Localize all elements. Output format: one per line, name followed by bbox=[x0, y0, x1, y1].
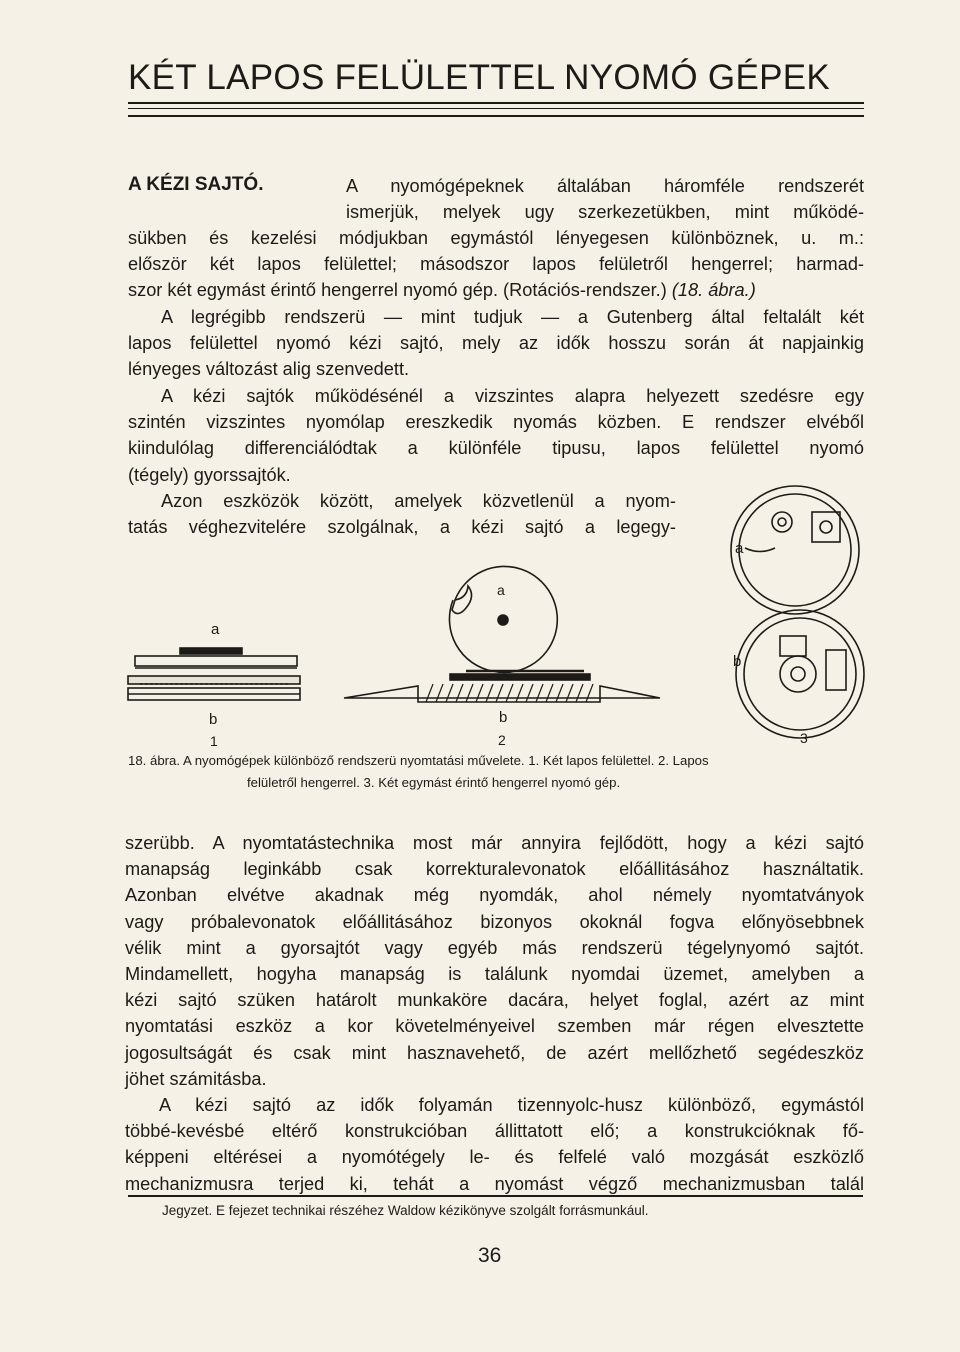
fig2-label-b: b bbox=[499, 709, 508, 726]
footnote: Jegyzet. E fejezet technikai részéhez Waldow kézikönyve szolgált forrásmunkául. bbox=[162, 1203, 649, 1218]
fig2-label-a: a bbox=[497, 582, 505, 598]
text-line: (tégely) gyorssajtók. bbox=[128, 464, 291, 485]
text-line: először két lapos felülettel; másodszor lapos felületről hengerrel; harmad- bbox=[128, 254, 864, 275]
text-line: sükben és kezelési módjukban egymástól lényegesen különböznek, u. m.: bbox=[128, 228, 864, 248]
text-line: Azon eszközök között, amelyek közvetlenül a nyom- bbox=[161, 491, 676, 511]
text-line: többé-kevésbé eltérő konstrukcióban állittatott elő; a konstrukcióknak fő- bbox=[125, 1121, 864, 1142]
paragraph-6 bbox=[125, 1092, 864, 1197]
running-title: KÉT LAPOS FELÜLETTEL NYOMÓ GÉPEK bbox=[128, 58, 831, 97]
text-span: szor két egymást érintő hengerrel nyomó gép. (Rotációs-rendszer.) bbox=[128, 280, 672, 301]
fig3-number: 3 bbox=[800, 730, 808, 746]
text-line: jöhet számitásba. bbox=[125, 1068, 267, 1089]
text-line: A nyomógépeknek általában háromféle rendszerét bbox=[346, 176, 864, 196]
text-line: szerübb. A nyomtatástechnika most már annyira fejlődött, hogy a kézi sajtó bbox=[125, 833, 864, 853]
figure-caption-line-2: felületről hengerrel. 3. Két egymást érintő hengerrel nyomó gép. bbox=[247, 775, 621, 790]
paragraph-5 bbox=[125, 830, 864, 1092]
fig1-label-a: a bbox=[211, 621, 220, 638]
text-line: szintén vizszintes nyomólap ereszkedik nyomás közben. E rendszer elvéből bbox=[128, 412, 864, 433]
text-line: manapság leginkább csak korrekturalevonatok előállitásához használtatik. bbox=[125, 859, 864, 880]
text-line: A kézi sajtó az idők folyamán tizennyolc-husz különböző, egymástól bbox=[159, 1095, 864, 1115]
fig3-label-b: b bbox=[733, 653, 742, 670]
text-line: vagy próbalevonatok előállitásához bizonyos okoknál fogva előnyösebbnek bbox=[125, 911, 864, 932]
text-line: ismerjük, melyek ugy szerkezetükben, mint működé- bbox=[346, 202, 864, 223]
figure-1-flat-press bbox=[128, 648, 300, 700]
fig1-label-b: b bbox=[209, 711, 218, 728]
text-line: jogosultságát és csak mint hasznavehető, de azért mellőzhető segédeszköz bbox=[125, 1042, 864, 1063]
fig2-number: 2 bbox=[498, 732, 506, 748]
text-line: kézi sajtó szüken határolt munkaköre dacára, helyet foglal, azért az mint bbox=[125, 990, 864, 1011]
text-line: lényeges változást alig szenvedett. bbox=[128, 359, 410, 380]
page-number: 36 bbox=[478, 1244, 502, 1267]
text-line: kiindulólag differenciálódtak a különféle tipusu, lapos felülettel nyomó bbox=[128, 438, 864, 459]
text-line: lapos felülettel nyomó kézi sajtó, mely az idők hosszu során át napjainkig bbox=[128, 333, 864, 354]
fig1-number: 1 bbox=[210, 733, 218, 749]
figure-3-rotary-press bbox=[731, 486, 864, 738]
footnote-rule bbox=[128, 1195, 863, 1197]
figure-reference: (18. ábra.) bbox=[671, 280, 756, 301]
figure-caption-line-1: 18. ábra. A nyomógépek különböző rendszerü nyomtatási művelete. 1. Két lapos felülettel. 2. Lapos bbox=[128, 753, 709, 768]
text-line: tatás véghezvitelére szolgálnak, a kézi sajtó a legegy- bbox=[128, 517, 676, 538]
text-line: vélik mint a gyorsajtót vagy egyéb más rendszerü tégelynyomó sajtót. bbox=[125, 937, 864, 958]
text-line: képpeni eltérései a nyomótégely le- és felfelé való mozgását eszközlő bbox=[125, 1147, 864, 1168]
text-line: nyomtatási eszköz a kor követelményeivel szemben már régen elvesztette bbox=[125, 1016, 864, 1037]
text-line: A legrégibb rendszerü — mint tudjuk — a Gutenberg által feltalált két bbox=[161, 307, 864, 327]
text-line: A kézi sajtók működésénél a vizszintes alapra helyezett szedésre egy bbox=[161, 386, 864, 406]
fig3-label-a: a bbox=[735, 540, 744, 557]
text-line: Azonban elvétve akadnak még nyomdák, ahol némely nyomtatványok bbox=[125, 885, 864, 906]
section-heading: A KÉZI SAJTÓ. bbox=[128, 174, 264, 195]
text-line: Mindamellett, hogyha manapság is találunk nyomdai üzemet, amelyben a bbox=[125, 963, 864, 984]
text-line: mechanizmusra terjed ki, tehát a nyomást végző mechanizmusban talál bbox=[125, 1173, 864, 1194]
